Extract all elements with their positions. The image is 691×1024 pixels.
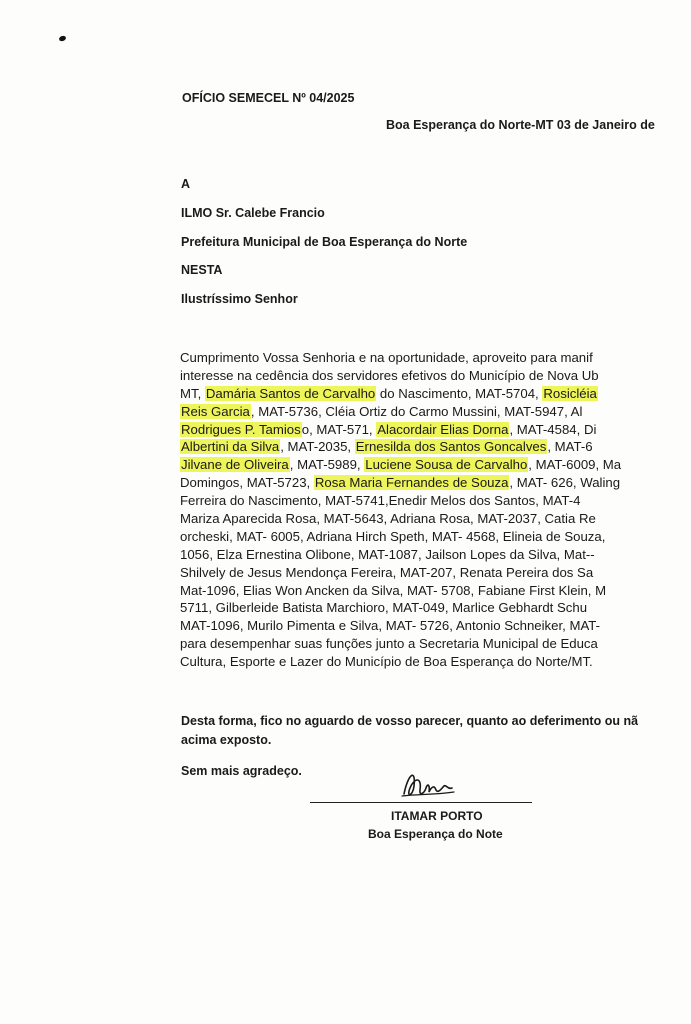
body-text-segment: o, MAT-571, xyxy=(301,421,377,437)
body-text-segment: , MAT-6009, Ma xyxy=(528,457,622,473)
body-text-segment: 5711, Gilberleide Batista Marchioro, MAT-049, Marlice Gebhardt Schu xyxy=(180,600,588,616)
salutation: Ilustríssimo Senhor xyxy=(181,292,298,306)
body-line xyxy=(180,403,691,421)
body-line xyxy=(180,349,691,367)
body-line xyxy=(180,474,691,492)
body-text-segment: MAT-1096, Murilo Pimenta e Silva, MAT- 5726, Antonio Schneiker, MAT- xyxy=(180,618,600,634)
body-text-segment: Cultura, Esporte e Lazer do Município de Boa Esperança do Norte/MT. xyxy=(180,654,593,670)
highlighted-name: Rosa Maria Fernandes de Souza xyxy=(314,475,509,491)
body-line xyxy=(180,385,691,403)
highlighted-name: Luciene Sousa de Carvalho xyxy=(365,457,528,473)
signature-line xyxy=(310,802,532,803)
closing-line: Desta forma, fico no aguardo de vosso parecer, quanto ao deferimento ou nã xyxy=(181,714,639,728)
body-text-segment: Ferreira do Nascimento, MAT-5741,Enedir Melos dos Santos, MAT-4 xyxy=(180,493,581,509)
highlighted-name: Reis Garcia xyxy=(181,403,250,419)
body-text-segment: Domingos, MAT-5723, xyxy=(180,475,314,491)
body-text-segment: , MAT-4584, Di xyxy=(509,421,597,437)
body-line xyxy=(180,546,691,564)
body-text-segment: Mariza Aparecida Rosa, MAT-5643, Adriana Rosa, MAT-2037, Catia Re xyxy=(180,511,596,527)
body-line xyxy=(180,492,691,510)
closing-line: acima exposto. xyxy=(181,732,272,747)
body-text-segment: interesse na cedência dos servidores efetivos do Município de Nova Ub xyxy=(180,367,599,383)
body-text-segment: Mat-1096, Elias Won Ancken da Silva, MAT- 5708, Fabiane First Klein, M xyxy=(180,582,607,598)
body-text-segment: do Nascimento, MAT-5704, xyxy=(376,385,543,401)
body-text-segment: Cumprimento Vossa Senhoria e na oportunidade, aproveito para manif xyxy=(180,350,593,365)
recipient-prefix: A xyxy=(181,177,191,191)
body-text-segment: 1056, Elza Ernestina Olibone, MAT-1087, Jailson Lopes da Silva, Mat-- xyxy=(180,546,595,562)
body-line xyxy=(180,617,691,635)
body-text-segment: MT, xyxy=(180,385,205,401)
body-line xyxy=(180,582,691,600)
body-line xyxy=(180,438,691,456)
body-line xyxy=(180,635,691,653)
body-line xyxy=(180,528,691,546)
body-text-segment: , MAT-5989, xyxy=(289,457,365,473)
body-line xyxy=(180,456,691,474)
body-line xyxy=(180,367,691,385)
recipient-organization: Prefeitura Municipal de Boa Esperança do Norte xyxy=(181,235,468,249)
place-and-date: Boa Esperança do Norte-MT 03 de Janeiro de xyxy=(386,118,655,132)
body-text-segment: , MAT-5736, Cléia Ortiz do Carmo Mussini, MAT-5947, Al xyxy=(250,403,583,419)
signatory-name: ITAMAR PORTO xyxy=(391,809,483,823)
body-line xyxy=(180,421,691,439)
highlighted-name: Albertini da Silva xyxy=(181,439,280,455)
highlighted-name: Rodrigues P. Tamios xyxy=(181,421,301,437)
body-text-segment: orcheski, MAT- 6005, Adriana Hirch Speth, MAT- 4568, Elineia de Souza, xyxy=(180,528,606,544)
highlighted-name: Jilvane de Oliveira xyxy=(181,457,289,473)
highlighted-name: Rosicléia xyxy=(543,385,597,401)
closing-thanks: Sem mais agradeço. xyxy=(181,764,302,778)
body-line xyxy=(180,653,691,671)
signatory-location: Boa Esperança do Note xyxy=(368,827,503,841)
highlighted-name: Ernesilda dos Santos Goncalves xyxy=(355,439,547,455)
body-text-segment: , MAT-2035, xyxy=(280,439,355,455)
recipient-location: NESTA xyxy=(181,263,223,277)
body-text-segment: , MAT-6 xyxy=(547,439,593,455)
recipient-name: ILMO Sr. Calebe Francio xyxy=(181,206,325,220)
ink-dot xyxy=(58,35,66,42)
letter-body xyxy=(180,349,691,671)
body-line xyxy=(180,599,691,617)
body-line xyxy=(180,564,691,582)
highlighted-name: Damária Santos de Carvalho xyxy=(205,385,376,401)
handwritten-signature xyxy=(398,764,458,804)
highlighted-name: Alacordair Elias Dorna xyxy=(377,421,509,437)
closing-paragraph xyxy=(181,712,691,749)
oficio-number: OFÍCIO SEMECEL Nº 04/2025 xyxy=(182,91,355,105)
body-text-segment: para desempenhar suas funções junto a Secretaria Municipal de Educa xyxy=(180,636,598,652)
body-text-segment: Shilvely de Jesus Mendonça Fereira, MAT-207, Renata Pereira dos Sa xyxy=(180,564,594,580)
body-text-segment: , MAT- 626, Waling xyxy=(509,475,621,491)
body-line xyxy=(180,510,691,528)
